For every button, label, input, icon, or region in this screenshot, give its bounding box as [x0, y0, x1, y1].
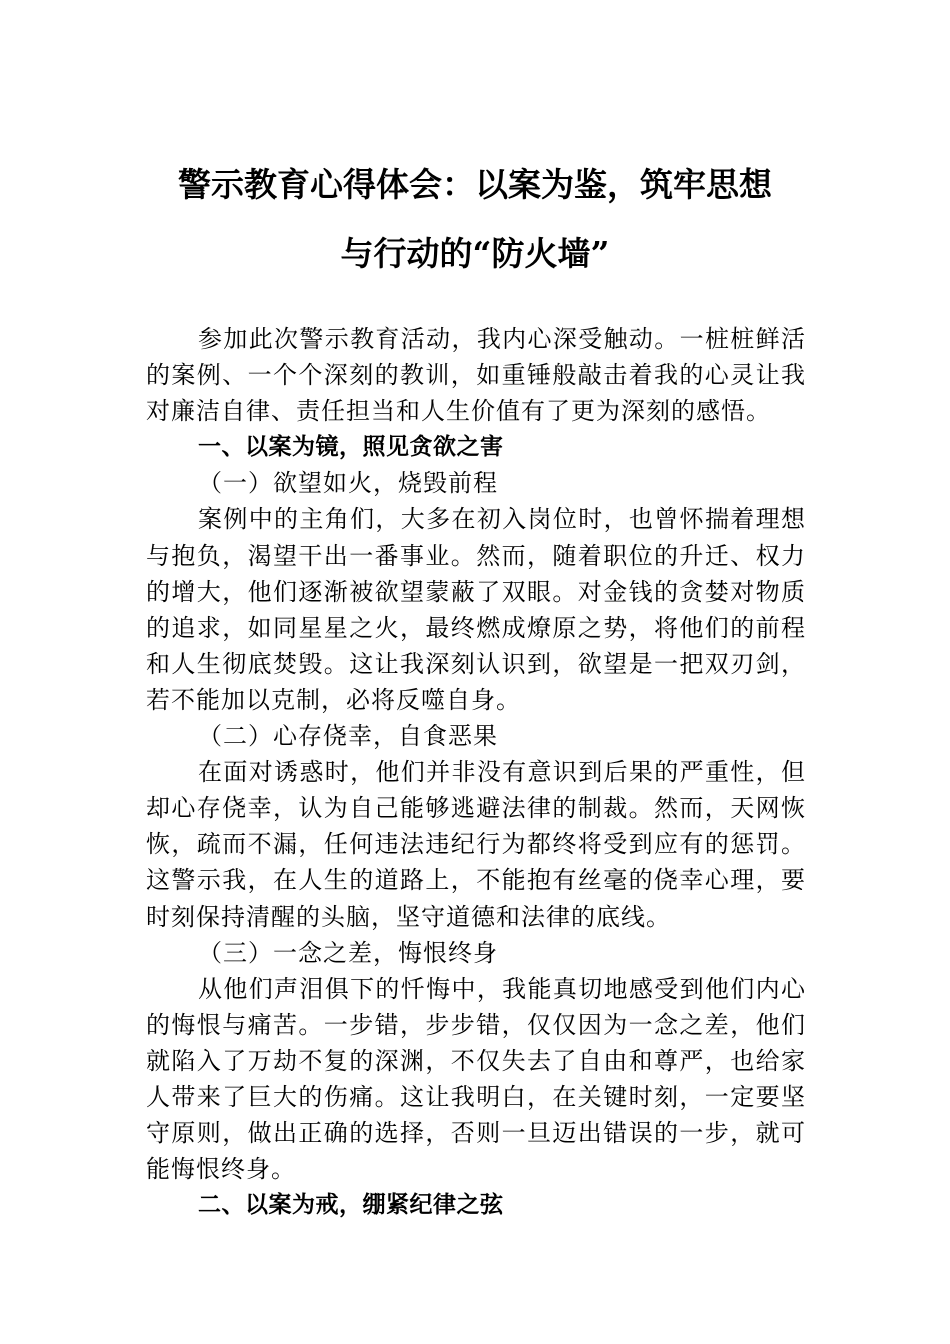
body-paragraph: 案例中的主角们，大多在初入岗位时，也曾怀揣着理想与抱负，渴望干出一番事业。然而，随着职位的升迁、权力的增大，他们逐渐被欲望蒙蔽了双眼。对金钱的贪婪对物质的追求，如同星星之火，最终燃成燎原之势，将他们的前程和人生彻底焚毁。这让我深刻认识到，欲望是一把双刃剑，若不能加以克制，必将反噬自身。 [146, 505, 806, 714]
body-paragraph: 在面对诱惑时，他们并非没有意识到后果的严重性，但却心存侥幸，认为自己能够逃避法律的制裁。然而，天网恢恢，疏而不漏，任何违法违纪行为都终将受到应有的惩罚。这警示我，在人生的道路上，不能抱有丝毫的侥幸心理，要时刻保持清醒的头脑，坚守道德和法律的底线。 [146, 758, 806, 931]
section-heading: 一、以案为镜，照见贪欲之害 [198, 434, 504, 461]
section-heading: 二、以案为戒，绷紧纪律之弦 [198, 1192, 504, 1219]
document-title-line-2: 与行动的“防火墙” [340, 234, 610, 273]
body-paragraph: 从他们声泪俱下的忏悔中，我能真切地感受到他们内心的悔恨与痛苦。一步错，步步错，仅仅因为一念之差，他们就陷入了万劫不复的深渊，不仅失去了自由和尊严，也给家人带来了巨大的伤痛。这让我明白，在关键时刻，一定要坚守原则，做出正确的选择，否则一旦迈出错误的一步，就可能悔恨终身。 [146, 974, 806, 1184]
subsection-heading: （三）一念之差，悔恨终身 [198, 938, 498, 967]
document-body [146, 321, 806, 1223]
subsection-heading: （一）欲望如火，烧毁前程 [198, 469, 498, 498]
subsection-heading: （二）心存侥幸，自食恶果 [198, 722, 498, 751]
body-paragraph: 参加此次警示教育活动，我内心深受触动。一桩桩鲜活的案例、一个个深刻的教训，如重锤般敲击着我的心灵让我对廉洁自律、责任担当和人生价值有了更为深刻的感悟。 [146, 325, 806, 426]
document-title-line-1: 警示教育心得体会：以案为鉴，筑牢思想 [178, 165, 772, 204]
